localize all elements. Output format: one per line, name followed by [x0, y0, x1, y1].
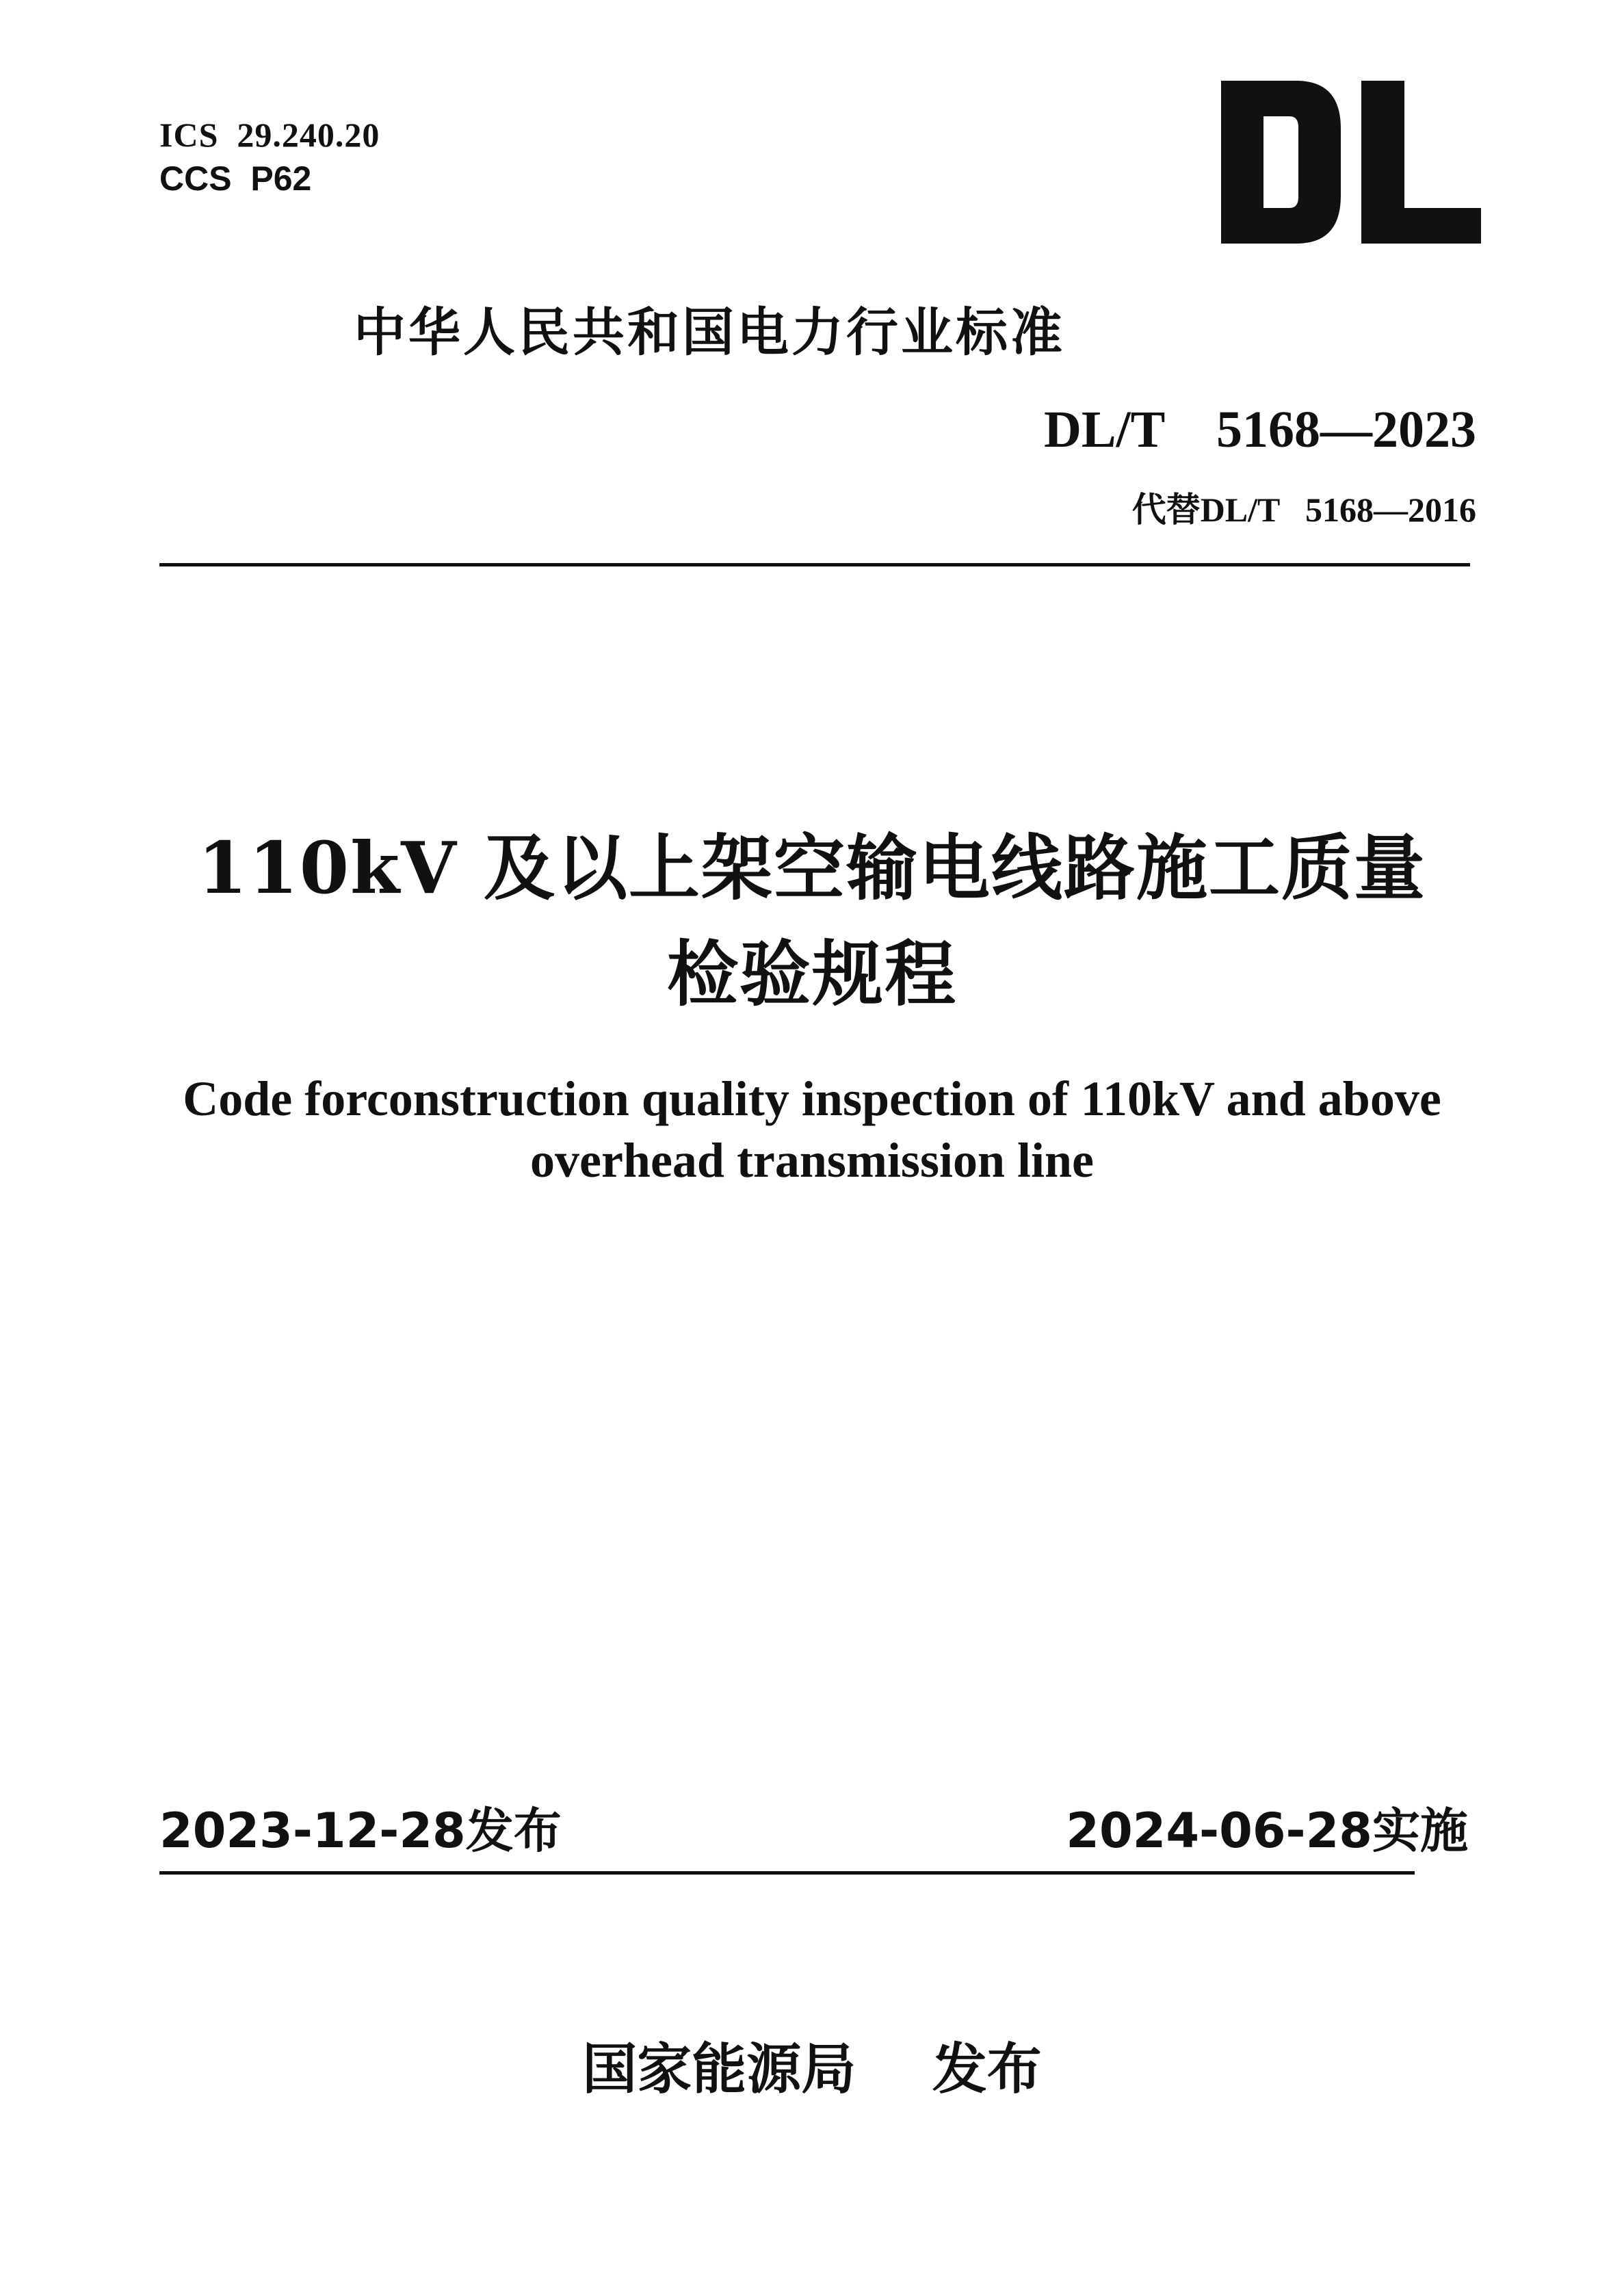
issue-date: 2023-12-28发布 [159, 1803, 562, 1859]
header-divider [159, 563, 1470, 566]
implementation-date: 2024-06-28实施 [1066, 1803, 1468, 1859]
title-en-line1: Code forconstruction quality inspection of 110kV and above [183, 1071, 1441, 1126]
standard-number: DL/T 5168—2023 [1043, 401, 1476, 458]
dl-logo-l [1361, 81, 1481, 244]
replaces-standard: 代替DL/T 5168—2016 [1131, 491, 1476, 529]
standard-organization: 中华人民共和国电力行业标准 [354, 302, 1065, 363]
publisher: 国家能源局 发布 [582, 2037, 1042, 2101]
ics-code: ICS 29.240.20 [159, 116, 380, 154]
dl-logo [1221, 81, 1481, 244]
footer-divider [159, 1871, 1415, 1875]
dl-logo-d [1221, 81, 1341, 244]
title-en-line2: overhead transmission line [529, 1133, 1095, 1188]
title-cn-line1: 110kV 及以上架空输电线路施工质量 [197, 826, 1427, 910]
title-cn-line2: 检验规程 [666, 932, 957, 1016]
ccs-code: CCS P62 [159, 159, 312, 198]
